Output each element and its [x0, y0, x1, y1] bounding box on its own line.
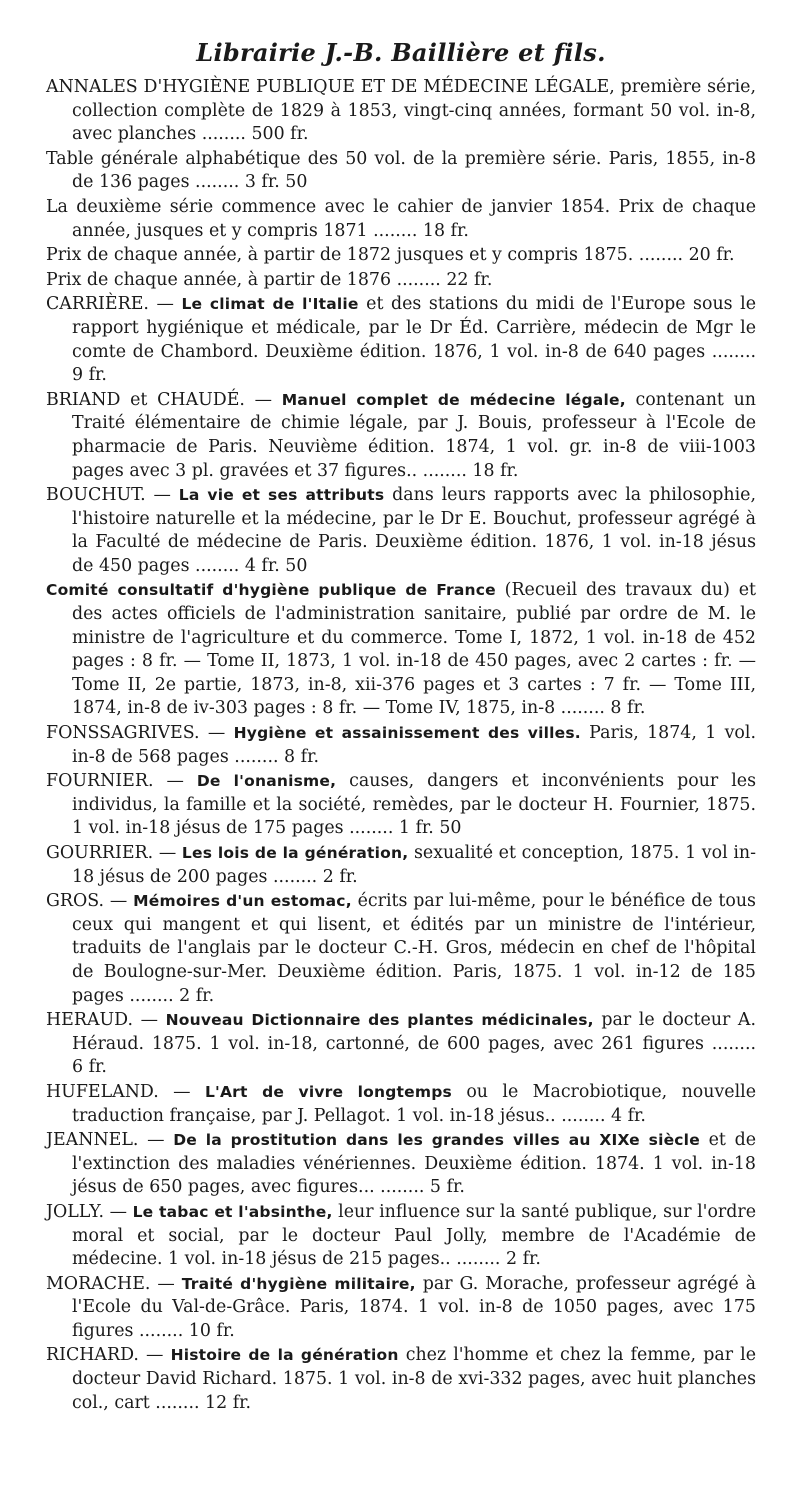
catalog-entry [46, 148, 756, 195]
page-header: Librairie J.-B. Baillière et fils. [196, 38, 606, 67]
dot-leader: ........ [391, 269, 447, 290]
entry-author: ANNALES D'HYGIÈNE PUBLIQUE ET DE MÉDECINE LÉGALE, [46, 77, 615, 97]
catalog-entry [46, 76, 756, 147]
entry-description: leur influence sur la santé publique, sur l'ordre moral et social, par le docteur Paul Jolly, membre de l'Académie de médecine. 1 vol. in-18 jésus de 215 pages.. [72, 1201, 756, 1270]
dot-leader: ........ [555, 1105, 611, 1126]
entry-description: et de l'extinction des maladies vénériennes. Deuxième édition. 1874. 1 vol. in-18 jésus de 650 pages, avec figures... [72, 1130, 756, 1198]
catalog-entry [46, 1009, 756, 1080]
dot-leader: ........ [555, 698, 611, 719]
catalog-entry [46, 196, 756, 243]
dot-leader: ........ [133, 1320, 189, 1341]
entry-price: 8 fr. [284, 746, 320, 767]
catalog-entry [46, 890, 756, 1008]
entry-price: 5 fr. [429, 1177, 465, 1198]
dot-leader: ........ [450, 1249, 506, 1270]
entry-author: HUFELAND. — [46, 1081, 205, 1102]
entry-author: RICHARD. — [46, 1345, 171, 1366]
entry-description: (Recueil des travaux du) et des actes officiels de l'administration sanitaire, publié par ordre de M. le ministre de l'agriculture et du commerce. Tome I, 1872, 1 vol. in-18 de 452 pages : 8 fr. — Tome II, 1873, 1 vol. in-18 de 450 pages, avec 2 cartes : fr. — Tome II, 2e partie, 1873, in-8, xii-376 pages et 3 cartes : 7 fr. — Tome III, 1874, in-8 de iv-303 pages : 8 fr. — Tome IV, 1875, in-8 [72, 580, 756, 719]
catalog-entry [46, 842, 756, 889]
entry-description: par le docteur A. Héraud. 1875. 1 vol. in-18, cartonné, de 600 pages, avec 261 figures [72, 1010, 756, 1054]
entry-author: FOURNIER. — [46, 771, 197, 792]
catalog-entry [46, 1344, 756, 1415]
catalog-entry [46, 293, 756, 387]
dot-leader: ........ [374, 1177, 430, 1198]
catalog-entries [46, 76, 756, 1415]
entry-title: Histoire de la génération [170, 1346, 399, 1365]
entry-title: L'Art de vivre longtemps [204, 1082, 452, 1101]
entry-description: et des stations du midi de l'Europe sous le rapport hygiénique et médicale, par le Dr Éd. Carrière, médecin de Mgr le comte de Chambord. Deuxième édition. 1876, 1 vol. in-8 de 640 pages [72, 294, 756, 362]
entry-price: 18 fr. [472, 460, 519, 481]
entry-description: ou le Macrobiotique, nouvelle traduction française, par J. Pellagot. 1 vol. in-18 jésus.. [72, 1081, 756, 1126]
entry-title: Mémoires d'un estomac, [133, 892, 352, 911]
entry-description: sexualité et conception, 1875. 1 vol in-18 jésus de 200 pages [72, 843, 756, 887]
entry-author: Prix de chaque année, à partir de 1872 jusques et y compris 1875. [46, 245, 634, 266]
entry-price: 2 fr. [322, 866, 358, 887]
catalog-entry [46, 244, 756, 268]
entry-title: Le climat de l'Italie [181, 295, 359, 314]
entry-title: De la prostitution dans les grandes villes au XIXe siècle [173, 1131, 700, 1150]
entry-author: JOLLY. — [46, 1201, 133, 1222]
entry-price: 2 fr. [179, 985, 215, 1006]
entry-description: Paris, 1874, 1 vol. in-8 de 568 pages [72, 723, 756, 767]
catalog-entry [46, 484, 756, 578]
catalog-entry [46, 389, 756, 483]
catalog-entry [46, 722, 756, 769]
entry-author: GROS. — [46, 891, 134, 912]
entry-price: 22 fr. [446, 269, 493, 290]
entry-description: par G. Morache, professeur agrégé à l'Ecole du Val-de-Grâce. Paris, 1874. 1 vol. in-8 de 1050 pages, avec 175 figures [72, 1273, 757, 1341]
catalog-entry [46, 579, 756, 721]
dot-leader: ........ [149, 1392, 206, 1413]
entry-author: CARRIÈRE. — [46, 294, 182, 315]
catalog-entry [46, 1081, 756, 1128]
entry-title: La vie et ses attributs [178, 486, 385, 505]
entry-title: Traité d'hygiène militaire, [181, 1274, 416, 1293]
entry-title: Nouveau Dictionnaire des plantes médicinales, [165, 1011, 594, 1030]
entry-author: FONSSAGRIVES. — [46, 723, 234, 744]
entry-description: chez l'homme et chez la femme, par le docteur David Richard. 1875. 1 vol. in-8 de xvi-332 pages, avec huit planches col., cart [72, 1345, 756, 1413]
dot-leader: ........ [343, 818, 399, 839]
entry-description: causes, dangers et inconvénients pour les individus, la famille et la société, remèdes, par le docteur H. Fournier, 1875. 1 vol. in-18 jésus de 175 pages [72, 771, 757, 839]
dot-leader: ........ [705, 341, 756, 362]
entry-description: écrits par lui-même, pour le bénéfice de tous ceux qui mangent et qui lisent, et édités par un ministre de l'intérieur, traduits de l'anglais par le docteur C.-H. Gros, médecin en chef de l'hôpital de Boulogne-sur-Mer. Deuxième édition. Paris, 1875. 1 vol. in-12 de 185 pages [72, 891, 756, 1006]
entry-description: première série, collection complète de 1829 à 1853, vingt-cinq années, formant 50 vol. in-8, avec planches [72, 77, 756, 145]
entry-price: 6 fr. [72, 1057, 107, 1078]
dot-leader: ........ [123, 985, 180, 1006]
dot-leader: ........ [633, 245, 689, 266]
dot-leader: ........ [189, 172, 245, 193]
entry-price: 18 fr. [422, 220, 469, 241]
entry-title: Hygiène et assainissement des villes. [233, 724, 581, 743]
entry-price: 1 fr. 50 [398, 818, 462, 839]
entry-title: Le tabac et l'absinthe, [132, 1202, 333, 1221]
dot-leader: ........ [228, 746, 285, 767]
entry-title: Manuel complet de médecine légale, [281, 390, 626, 409]
entry-author: Table générale alphabétique [46, 148, 301, 169]
entry-author: HERAUD. — [46, 1010, 166, 1031]
entry-price: 4 fr. [611, 1105, 646, 1126]
entry-title: Les lois de la génération, [181, 844, 409, 862]
catalog-entry [46, 770, 756, 841]
entry-price: 10 fr. [188, 1320, 235, 1341]
entry-author: MORACHE. — [46, 1273, 182, 1294]
dot-leader: ........ [267, 866, 323, 887]
dot-leader: ........ [189, 555, 245, 576]
entry-price: 8 fr. [610, 698, 646, 719]
dot-leader: ........ [196, 124, 252, 145]
entry-author: GOURRIER. — [46, 843, 182, 863]
entry-title: Comité consultatif d'hygiène publique de France [46, 581, 496, 600]
catalog-entry [46, 269, 756, 293]
dot-leader: ........ [703, 1033, 757, 1054]
entry-price: 4 fr. 50 [244, 555, 308, 576]
dot-leader: ........ [367, 220, 423, 241]
entry-author: JEANNEL. — [46, 1130, 174, 1151]
entry-author: Prix de chaque année, à partir de 1876 [46, 269, 392, 290]
dot-leader: ........ [417, 460, 473, 481]
entry-price: 3 fr. 50 [244, 172, 308, 193]
entry-title: De l'onanisme, [196, 772, 337, 791]
catalog-entry [46, 1273, 756, 1344]
entry-description: contenant un Traité élémentaire de chimie légale, par J. Bouis, professeur à l'Ecole de pharmacie de Paris. Neuvième édition. 1874, 1 vol. gr. in-8 de viii-1003 pages avec 3 pl. gravées et 37 figures.. [72, 389, 756, 481]
entry-description: des 50 vol. de la première série. Paris, 1855, in-8 de 136 pages [72, 148, 757, 193]
entry-description: dans leurs rapports avec la philosophie, l'histoire naturelle et la médecine, par le Dr E. Bouchut, professeur agrégé à la Faculté de médecine de Paris. Deuxième édition. 1876, 1 vol. in-18 jésus de 450 pages [72, 485, 756, 576]
catalog-entry [46, 1201, 756, 1272]
entry-author: BOUCHUT. — [46, 485, 179, 506]
entry-price: 9 fr. [72, 365, 107, 386]
entry-description: commence avec le cahier de janvier 1854. Prix de chaque année, jusques et y compris 1871 [72, 196, 756, 241]
entry-price: 2 fr. [505, 1249, 541, 1270]
entry-author: La deuxième série [46, 196, 214, 217]
entry-price: 20 fr. [688, 245, 735, 266]
entry-price: 12 fr. [205, 1392, 252, 1413]
entry-price: 500 fr. [251, 124, 309, 145]
catalog-entry [46, 1129, 756, 1200]
entry-author: BRIAND et CHAUDÉ. — [46, 389, 282, 410]
